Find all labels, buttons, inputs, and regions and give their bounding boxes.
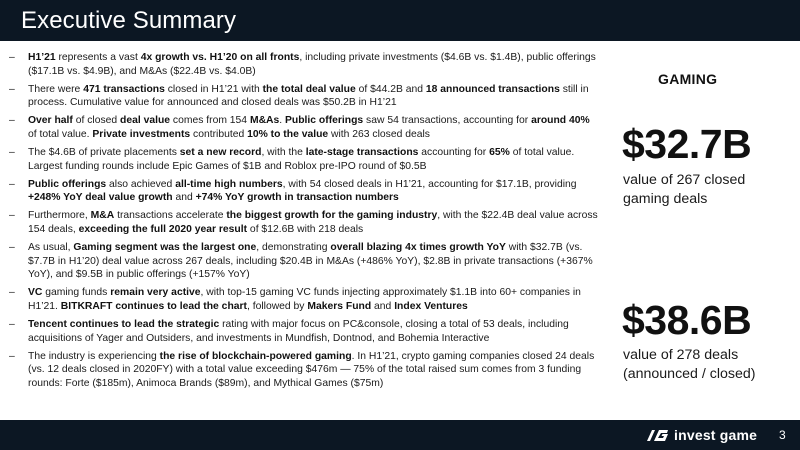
bullet-text: saw 54 transactions, accounting for [363, 115, 532, 127]
bullet-text: of $12.6B with 218 deals [247, 224, 364, 236]
bullet-text-bold: 65% [489, 147, 510, 159]
bullet-text-bold: 4x growth vs. H1’20 on all fronts [140, 52, 300, 63]
bullet-text: with 263 closed deals [328, 128, 430, 140]
summary-bullet [9, 178, 599, 205]
bullet-text: of $44.2B and [355, 83, 426, 95]
bullet-text-bold: the total deal value [262, 83, 356, 95]
bullet-text: , with the [261, 147, 306, 159]
summary-bullet [9, 114, 599, 141]
bullet-text-bold: the rise of blockchain-powered gaming [159, 350, 352, 362]
bullet-text: . [279, 115, 286, 127]
bullet-text-bold: 10% to the value [247, 128, 329, 140]
bullet-dash: – [9, 350, 15, 362]
bullet-text-bold: +74% YoY growth in transaction numbers [195, 192, 399, 204]
bullet-text-bold: late-stage transactions [305, 147, 419, 159]
bullet-text-bold: BITKRAFT continues to lead the chart [60, 301, 247, 312]
bullet-dash: – [9, 242, 15, 254]
bullet-text-bold: M&As [249, 115, 280, 127]
summary-bullet-list [9, 51, 599, 395]
bullet-text-bold: around 40% [531, 115, 590, 127]
summary-bullet [9, 350, 599, 391]
bullet-text: , with the $22.4B deal value across 154 deals, [28, 210, 598, 236]
bullet-text: , demonstrating [256, 242, 331, 254]
bullet-dash: – [9, 210, 15, 222]
bullet-text-bold: 471 transactions [83, 83, 165, 95]
bullet-text: still in process. Cumulative value for announced and closed deals was $50.2B in H1’21 [28, 83, 589, 109]
bullet-text: also achieved [106, 178, 176, 190]
bullet-text: comes from 154 [170, 115, 250, 127]
bullet-text-bold: Private investments [92, 128, 191, 140]
bullet-text-bold: all-time high numbers [175, 178, 283, 190]
summary-bullet [9, 51, 599, 78]
bullet-text-bold: H1’21 [28, 52, 56, 63]
bullet-text: There were [28, 83, 84, 95]
bullet-text: of total value. Largest funding rounds include Epic Games of $1B and Roblox pre-IPO round of $0.5B [28, 147, 575, 172]
header-bar [0, 0, 800, 41]
bullet-text: with $32.7B (vs. $7.7B in H1’20) deal value across 267 deals, including $20.4B in M&As (+486% YoY), $2.8B in private transactions (+367% YoY), and $9.5B in public offerings (+157% YoY) [28, 242, 593, 281]
gaming-total-caption: value of 278 deals (announced / closed) [623, 347, 756, 382]
bullet-text-bold: remain very active [110, 287, 201, 299]
bullet-text: The $4.6B of private placements [28, 147, 180, 159]
summary-bullet [9, 318, 599, 345]
gaming-closed-caption: value of 267 closed gaming deals [623, 172, 746, 207]
invest-game-logo-icon [646, 429, 670, 442]
bullet-text: , with 54 closed deals in H1’21, accounting for $17.1B, providing [282, 178, 577, 190]
bullet-text: gaming funds [42, 287, 111, 299]
bullet-text: and [172, 192, 196, 204]
bullet-text-bold: Public offerings [28, 178, 107, 190]
summary-bullet [9, 209, 599, 236]
bullet-text: closed in H1’21 with [164, 83, 263, 95]
summary-bullet [9, 146, 599, 173]
footer-bar [0, 420, 800, 450]
bullet-text-bold: Over half [28, 115, 73, 127]
bullet-text-bold: the biggest growth for the gaming industry [226, 210, 438, 222]
bullet-text-bold: M&A [90, 210, 115, 222]
bullet-text: The industry is experiencing [28, 350, 160, 362]
bullet-text: transactions accelerate [114, 210, 227, 222]
bullet-text-bold: set a new record [179, 147, 262, 159]
bullet-dash: – [9, 147, 15, 159]
bullet-text: of total value. [28, 128, 93, 140]
page-number: 3 [779, 428, 786, 442]
summary-bullet [9, 241, 599, 282]
bullet-text: accounting for [418, 147, 490, 159]
gaming-heading: GAMING [658, 71, 718, 87]
bullet-dash: – [9, 83, 15, 95]
bullet-text-bold: exceeding the full 2020 year result [78, 224, 248, 236]
page-title: Executive Summary [21, 7, 237, 34]
bullet-text: contributed [190, 128, 248, 140]
bullet-text-bold: +248% YoY deal value growth [28, 192, 173, 204]
bullet-text-bold: Gaming segment was the largest one [73, 242, 257, 254]
bullet-text: As usual, [28, 242, 74, 254]
bullet-text: and [371, 301, 395, 312]
bullet-text-bold: overall blazing 4x times growth YoY [330, 242, 506, 254]
bullet-text: , including private investments ($4.6B vs. $1.4B), public offerings ($17.1B vs. $4.9B), and M&As ($22.4B vs. $4.0B) [28, 52, 596, 77]
gaming-total-value: $38.6B [622, 297, 752, 343]
bullet-dash: – [9, 178, 15, 190]
bullet-text: , with top-15 gaming VC funds injecting approximately $1.1B into 60+ companies in H1’21. [28, 287, 581, 312]
bullet-text-bold: deal value [120, 115, 171, 127]
bullet-text-bold: VC [28, 287, 43, 299]
bullet-text: of closed [72, 115, 120, 127]
gaming-closed-value: $32.7B [622, 121, 752, 167]
bullet-dash: – [9, 287, 15, 299]
bullet-text: rating with major focus on PC&console, closing a total of 53 deals, including acquisitions of Yager and Outsiders, and investments in Mundfish, Dontnod, and Bohemia Interactive [28, 319, 569, 344]
bullet-text: , followed by [246, 301, 308, 312]
bullet-dash: – [9, 52, 15, 63]
bullet-text-bold: 18 announced transactions [425, 83, 560, 95]
summary-bullet [9, 286, 599, 313]
bullet-text: represents a vast [55, 52, 141, 63]
bullet-text-bold: Public offerings [285, 115, 364, 127]
logo-text: invest game [674, 427, 758, 443]
bullet-text-bold: Tencent continues to lead the strategic [28, 319, 220, 331]
bullet-dash: – [9, 115, 15, 127]
summary-bullet [9, 83, 599, 110]
bullet-text-bold: Index Ventures [394, 301, 468, 312]
bullet-text: Furthermore, [28, 210, 91, 222]
bullet-text: . In H1’21, crypto gaming companies closed 24 deals (vs. 12 deals closed in 2020FY) with a total value exceeding $476m — 75% of the total raised sum comes from 3 funding rounds: Forte ($185m), Animoca Brands ($89m), and Mythical Games ($75m) [28, 350, 595, 389]
bullet-dash: – [9, 319, 15, 331]
bullet-text-bold: Makers Fund [307, 301, 372, 312]
